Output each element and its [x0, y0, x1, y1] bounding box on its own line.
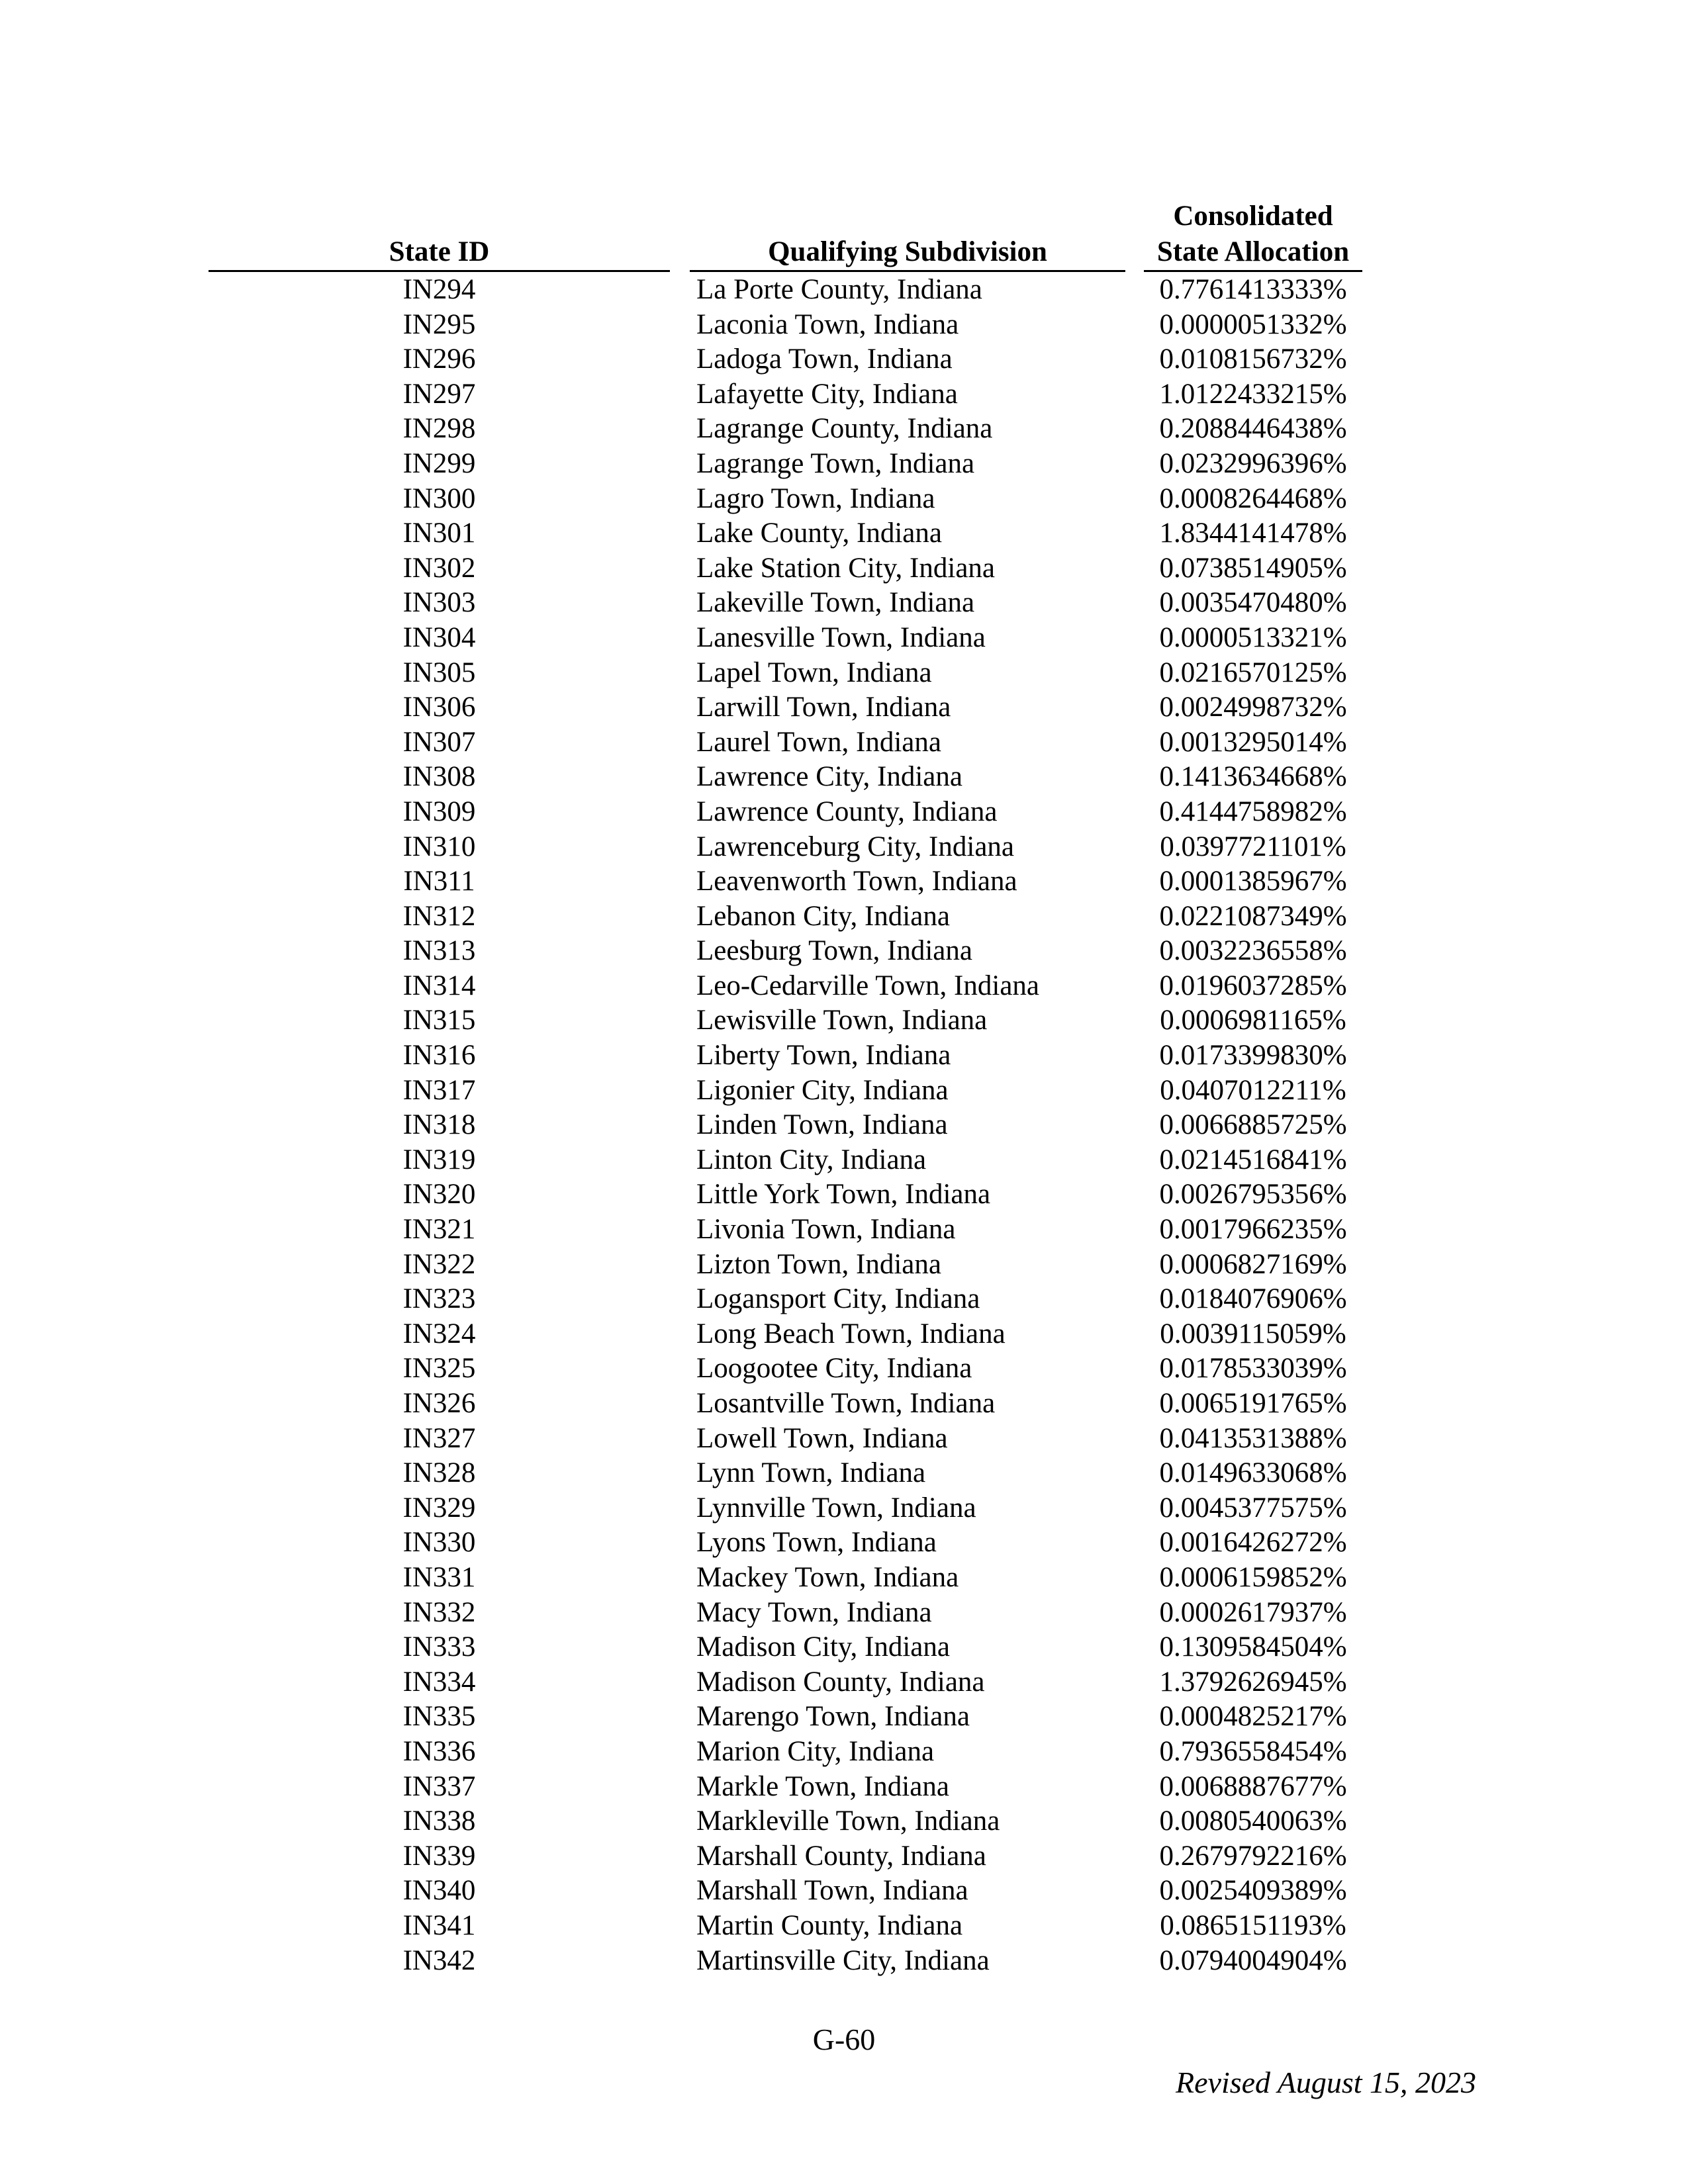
state-id-cell: IN297 [402, 378, 476, 410]
subdivision-cell: Marshall Town, Indiana [696, 1875, 968, 1907]
state-id-cell: IN336 [402, 1735, 476, 1767]
header-rule-allocation [1144, 270, 1362, 272]
subdivision-cell: Logansport City, Indiana [696, 1283, 980, 1315]
state-id-cell: IN312 [402, 900, 476, 932]
page-number: G-60 [812, 2023, 876, 2056]
table-row [0, 899, 1688, 934]
table-row [0, 551, 1688, 586]
table-row [0, 1596, 1688, 1631]
subdivision-cell: La Porte County, Indiana [696, 274, 982, 305]
subdivision-cell: Marshall County, Indiana [696, 1840, 986, 1872]
allocation-cell: 0.0407012211% [1160, 1074, 1346, 1106]
allocation-cell: 0.7936558454% [1159, 1735, 1347, 1767]
subdivision-cell: Liberty Town, Indiana [696, 1040, 951, 1071]
state-id-cell: IN307 [402, 726, 476, 758]
table-row [0, 690, 1688, 725]
state-id-cell: IN300 [402, 482, 476, 514]
table-row [0, 1456, 1688, 1491]
state-id-cell: IN320 [402, 1179, 476, 1210]
allocation-cell: 0.1413634668% [1159, 761, 1347, 793]
table-row [0, 1630, 1688, 1665]
allocation-cell: 0.0794004904% [1159, 1944, 1347, 1976]
table-row [0, 1525, 1688, 1561]
allocation-cell: 0.0413531388% [1159, 1422, 1347, 1454]
header-allocation-line1: Consolidated [1173, 201, 1333, 232]
subdivision-cell: Marengo Town, Indiana [696, 1701, 970, 1733]
subdivision-cell: Leavenworth Town, Indiana [696, 866, 1017, 897]
state-id-cell: IN338 [402, 1805, 476, 1837]
allocation-cell: 0.1309584504% [1159, 1631, 1347, 1663]
table-row [0, 1944, 1688, 1979]
subdivision-cell: Lynn Town, Indiana [696, 1457, 926, 1489]
table-row [0, 1700, 1688, 1735]
state-id-cell: IN306 [402, 692, 476, 723]
table-row [0, 1561, 1688, 1596]
allocation-cell: 0.0221087349% [1159, 900, 1347, 932]
subdivision-cell: Lagrange County, Indiana [696, 413, 993, 445]
table-row [0, 1909, 1688, 1944]
state-id-cell: IN340 [402, 1875, 476, 1907]
subdivision-cell: Lanesville Town, Indiana [696, 621, 986, 653]
allocation-cell: 0.0738514905% [1159, 552, 1347, 584]
allocation-cell: 0.2088446438% [1159, 413, 1347, 445]
table-row [0, 1317, 1688, 1352]
subdivision-cell: Martin County, Indiana [696, 1909, 963, 1941]
table-row [0, 412, 1688, 447]
state-id-cell: IN333 [402, 1631, 476, 1663]
subdivision-cell: Lyons Town, Indiana [696, 1527, 937, 1559]
subdivision-cell: Martinsville City, Indiana [696, 1944, 990, 1976]
state-id-cell: IN324 [402, 1318, 476, 1349]
table-row [0, 1248, 1688, 1283]
subdivision-cell: Lowell Town, Indiana [696, 1422, 948, 1454]
subdivision-cell: Linden Town, Indiana [696, 1109, 948, 1141]
state-id-cell: IN296 [402, 343, 476, 375]
state-id-cell: IN308 [402, 761, 476, 793]
state-id-cell: IN326 [402, 1388, 476, 1419]
table-row [0, 1073, 1688, 1109]
allocation-cell: 0.0068887677% [1159, 1770, 1347, 1802]
header-allocation-line2: State Allocation [1156, 236, 1350, 267]
subdivision-cell: Ligonier City, Indiana [696, 1074, 949, 1106]
subdivision-cell: Laurel Town, Indiana [696, 726, 941, 758]
state-id-cell: IN316 [402, 1040, 476, 1071]
allocation-cell: 0.0025409389% [1159, 1875, 1347, 1907]
allocation-cell: 0.7761413333% [1159, 274, 1347, 305]
table-row [0, 621, 1688, 656]
header-state-id: State ID [389, 236, 490, 267]
state-id-cell: IN337 [402, 1770, 476, 1802]
table-row [0, 273, 1688, 308]
subdivision-cell: Lake Station City, Indiana [696, 552, 995, 584]
state-id-cell: IN331 [402, 1561, 476, 1593]
subdivision-cell: Lizton Town, Indiana [696, 1248, 941, 1280]
allocation-cell: 0.0000513321% [1159, 621, 1347, 653]
allocation-cell: 0.0008264468% [1159, 482, 1347, 514]
allocation-cell: 0.0035470480% [1159, 587, 1347, 619]
state-id-cell: IN342 [402, 1944, 476, 1976]
allocation-cell: 0.4144758982% [1159, 796, 1347, 827]
allocation-cell: 1.0122433215% [1159, 378, 1347, 410]
header-rule-state-id [209, 270, 670, 272]
allocation-cell: 0.0232996396% [1159, 447, 1347, 479]
allocation-cell: 0.0032236558% [1159, 935, 1347, 967]
subdivision-cell: Lakeville Town, Indiana [696, 587, 975, 619]
subdivision-cell: Lafayette City, Indiana [696, 378, 958, 410]
allocation-cell: 0.0066885725% [1159, 1109, 1347, 1141]
table-row [0, 1839, 1688, 1874]
state-id-cell: IN295 [402, 308, 476, 340]
allocation-cell: 0.0004825217% [1159, 1701, 1347, 1733]
table-row [0, 377, 1688, 412]
allocation-cell: 0.0397721101% [1160, 831, 1346, 862]
state-id-cell: IN332 [402, 1596, 476, 1628]
subdivision-cell: Losantville Town, Indiana [696, 1388, 996, 1419]
subdivision-cell: Larwill Town, Indiana [696, 692, 951, 723]
state-id-cell: IN334 [402, 1666, 476, 1698]
table-row [0, 516, 1688, 551]
state-id-cell: IN311 [403, 866, 475, 897]
state-id-cell: IN339 [402, 1840, 476, 1872]
subdivision-cell: Lapel Town, Indiana [696, 657, 932, 688]
table-row [0, 1177, 1688, 1212]
subdivision-cell: Mackey Town, Indiana [696, 1561, 959, 1593]
allocation-cell: 0.0065191765% [1159, 1388, 1347, 1419]
state-id-cell: IN305 [402, 657, 476, 688]
table-row [0, 795, 1688, 830]
subdivision-cell: Macy Town, Indiana [696, 1596, 932, 1628]
allocation-cell: 0.0013295014% [1159, 726, 1347, 758]
state-id-cell: IN294 [402, 274, 476, 305]
subdivision-cell: Lewisville Town, Indiana [696, 1005, 988, 1036]
table-row [0, 1491, 1688, 1526]
allocation-cell: 0.0006981165% [1160, 1005, 1346, 1036]
table-row [0, 342, 1688, 377]
table-row [0, 1874, 1688, 1909]
allocation-cell: 0.0178533039% [1159, 1353, 1347, 1385]
allocation-cell: 0.0865151193% [1160, 1909, 1346, 1941]
allocation-cell: 0.0000051332% [1159, 308, 1347, 340]
state-id-cell: IN318 [402, 1109, 476, 1141]
subdivision-cell: Loogootee City, Indiana [696, 1353, 972, 1385]
subdivision-cell: Lagro Town, Indiana [696, 482, 935, 514]
subdivision-cell: Markle Town, Indiana [696, 1770, 949, 1802]
table-row [0, 1351, 1688, 1387]
state-id-cell: IN302 [402, 552, 476, 584]
state-id-cell: IN327 [402, 1422, 476, 1454]
state-id-cell: IN313 [402, 935, 476, 967]
table-row [0, 1735, 1688, 1770]
allocation-cell: 1.3792626945% [1159, 1666, 1347, 1698]
state-id-cell: IN317 [402, 1074, 476, 1106]
allocation-cell: 0.0024998732% [1159, 692, 1347, 723]
subdivision-cell: Lawrence City, Indiana [696, 761, 962, 793]
state-id-cell: IN303 [402, 587, 476, 619]
allocation-cell: 0.0006159852% [1159, 1561, 1347, 1593]
table-row [0, 830, 1688, 865]
subdivision-cell: Markleville Town, Indiana [696, 1805, 1000, 1837]
subdivision-cell: Linton City, Indiana [696, 1144, 927, 1175]
state-id-cell: IN328 [402, 1457, 476, 1489]
state-id-cell: IN341 [402, 1909, 476, 1941]
table-row [0, 1003, 1688, 1038]
allocation-cell: 0.0017966235% [1159, 1214, 1347, 1246]
header-consolidated-state-allocation [1144, 199, 1362, 270]
state-id-cell: IN314 [402, 970, 476, 1001]
subdivision-cell: Little York Town, Indiana [696, 1179, 991, 1210]
allocation-cell: 1.8344141478% [1159, 518, 1347, 549]
subdivision-cell: Ladoga Town, Indiana [696, 343, 953, 375]
revised-date: Revised August 15, 2023 [1176, 2066, 1476, 2099]
state-id-cell: IN321 [402, 1214, 476, 1246]
subdivision-cell: Livonia Town, Indiana [696, 1214, 956, 1246]
allocation-table-body [0, 273, 1688, 1978]
subdivision-cell: Madison County, Indiana [696, 1666, 985, 1698]
table-row [0, 447, 1688, 482]
table-row [0, 934, 1688, 969]
table-row [0, 1143, 1688, 1178]
subdivision-cell: Long Beach Town, Indiana [696, 1318, 1006, 1349]
state-id-cell: IN298 [402, 413, 476, 445]
subdivision-cell: Laconia Town, Indiana [696, 308, 959, 340]
table-row [0, 969, 1688, 1004]
state-id-cell: IN304 [402, 621, 476, 653]
subdivision-cell: Lawrenceburg City, Indiana [696, 831, 1014, 862]
state-id-cell: IN323 [402, 1283, 476, 1315]
state-id-cell: IN315 [402, 1005, 476, 1036]
state-id-cell: IN335 [402, 1701, 476, 1733]
table-row [0, 1108, 1688, 1143]
allocation-cell: 0.0016426272% [1159, 1527, 1347, 1559]
table-row [0, 482, 1688, 517]
allocation-cell: 0.0108156732% [1159, 343, 1347, 375]
state-id-cell: IN325 [402, 1353, 476, 1385]
allocation-cell: 0.0026795356% [1159, 1179, 1347, 1210]
subdivision-cell: Marion City, Indiana [696, 1735, 935, 1767]
header-rule-subdivision [690, 270, 1125, 272]
table-row [0, 1665, 1688, 1700]
subdivision-cell: Madison City, Indiana [696, 1631, 950, 1663]
state-id-cell: IN319 [402, 1144, 476, 1175]
allocation-cell: 0.0039115059% [1160, 1318, 1346, 1349]
allocation-cell: 0.0216570125% [1159, 657, 1347, 688]
subdivision-cell: Lebanon City, Indiana [696, 900, 950, 932]
allocation-cell: 0.0006827169% [1159, 1248, 1347, 1280]
allocation-cell: 0.0173399830% [1159, 1040, 1347, 1071]
table-row [0, 1282, 1688, 1317]
allocation-cell: 0.0149633068% [1159, 1457, 1347, 1489]
allocation-cell: 0.2679792216% [1159, 1840, 1347, 1872]
allocation-cell: 0.0002617937% [1159, 1596, 1347, 1628]
table-row [0, 656, 1688, 691]
state-id-cell: IN322 [402, 1248, 476, 1280]
allocation-cell: 0.0080540063% [1159, 1805, 1347, 1837]
allocation-cell: 0.0196037285% [1159, 970, 1347, 1001]
subdivision-cell: Lynnville Town, Indiana [696, 1492, 976, 1524]
state-id-cell: IN309 [402, 796, 476, 827]
table-row [0, 308, 1688, 343]
table-row [0, 1038, 1688, 1073]
table-row [0, 1387, 1688, 1422]
state-id-cell: IN301 [402, 518, 476, 549]
state-id-cell: IN329 [402, 1492, 476, 1524]
table-row [0, 1212, 1688, 1248]
table-row [0, 725, 1688, 760]
subdivision-cell: Leesburg Town, Indiana [696, 935, 972, 967]
allocation-cell: 0.0184076906% [1159, 1283, 1347, 1315]
allocation-cell: 0.0001385967% [1159, 866, 1347, 897]
subdivision-cell: Lawrence County, Indiana [696, 796, 998, 827]
table-row [0, 586, 1688, 621]
subdivision-cell: Lagrange Town, Indiana [696, 447, 975, 479]
table-row [0, 760, 1688, 795]
header-qualifying-subdivision: Qualifying Subdivision [768, 236, 1047, 267]
table-row [0, 1804, 1688, 1839]
subdivision-cell: Lake County, Indiana [696, 518, 942, 549]
allocation-cell: 0.0214516841% [1159, 1144, 1347, 1175]
subdivision-cell: Leo-Cedarville Town, Indiana [696, 970, 1039, 1001]
table-row [0, 1770, 1688, 1805]
state-id-cell: IN330 [402, 1527, 476, 1559]
state-id-cell: IN299 [402, 447, 476, 479]
table-row [0, 864, 1688, 899]
table-row [0, 1422, 1688, 1457]
state-id-cell: IN310 [402, 831, 476, 862]
allocation-cell: 0.0045377575% [1159, 1492, 1347, 1524]
